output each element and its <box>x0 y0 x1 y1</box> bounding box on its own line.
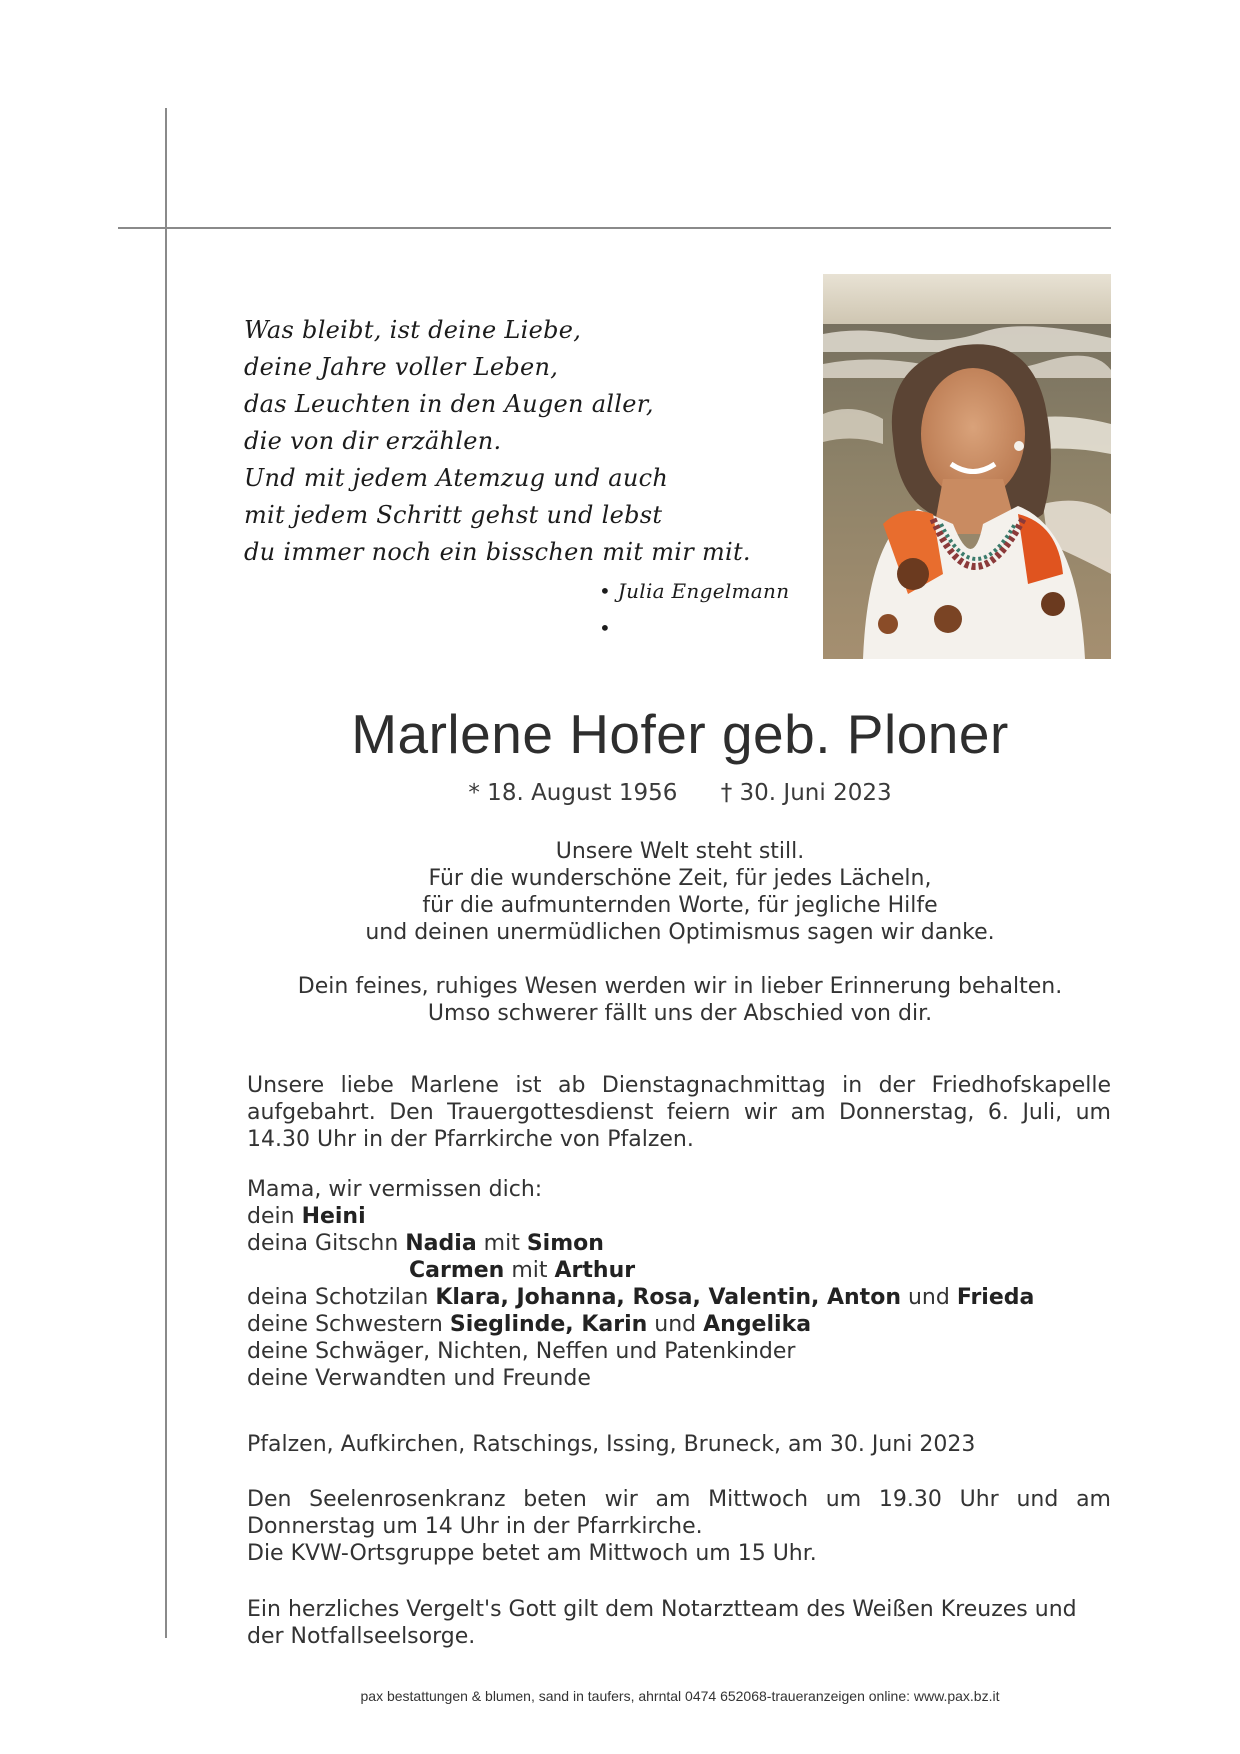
funeral-info: Unsere liebe Marlene ist ab Dienstagnachmittag in der Friedhofskapelle aufgebahrt. Den Trauergottesdienst feiern wir am Donnerstag, 6. Juli, um 14.30 Uhr in der Pfarrkirche von Pfalzen. <box>247 1073 1111 1152</box>
relation-text: dein <box>247 1204 302 1229</box>
quote-line: Und mit jedem Atemzug und auch <box>244 464 669 492</box>
mourner-row <box>247 1284 1111 1311</box>
text-line: Ein herzliches Vergelt's Gott gilt dem Notarztteam des Weißen Kreuzes und <box>247 1597 1077 1622</box>
cross-horizontal-bar <box>118 227 1111 229</box>
intro-paragraph-2 <box>0 973 1240 1027</box>
connector-text: und <box>900 1285 957 1310</box>
text-line: Die KVW-Ortsgruppe betet am Mittwoch um 15 Uhr. <box>247 1541 817 1566</box>
text-line: für die aufmunternden Worte, für jegliche Hilfe <box>422 893 938 918</box>
quote-signature: • Julia Engelmann • <box>599 579 790 640</box>
mourner-name: Simon <box>526 1231 604 1256</box>
text-line: der Notfallseelsorge. <box>247 1624 476 1649</box>
birth-date: * 18. August 1956 <box>468 780 678 806</box>
rosary-info <box>247 1486 1111 1567</box>
thanks-note <box>247 1596 1111 1650</box>
mourner-row <box>247 1311 1111 1338</box>
relation-text: deine Schwestern <box>247 1312 450 1337</box>
intro-paragraph-1 <box>0 838 1240 946</box>
text-line: Dein feines, ruhiges Wesen werden wir in lieber Erinnerung behalten. <box>297 974 1063 999</box>
text-line: Umso schwerer fällt uns der Abschied von dir. <box>427 1001 933 1026</box>
mourner-name: Heini <box>301 1204 366 1229</box>
place-and-date: Pfalzen, Aufkirchen, Ratschings, Issing, Bruneck, am 30. Juni 2023 <box>247 1432 976 1457</box>
text-line: Unsere Welt steht still. <box>555 839 805 864</box>
quote-line: du immer noch ein bisschen mit mir mit. <box>244 538 751 566</box>
life-dates <box>0 780 1240 806</box>
mourner-name: Klara, Johanna, Rosa, Valentin, Anton <box>435 1285 901 1310</box>
mourner-name: Carmen <box>409 1258 505 1283</box>
mourners-intro: Mama, wir vermissen dich: <box>247 1177 543 1202</box>
quote-line: deine Jahre voller Leben, <box>244 353 559 381</box>
mourner-name: Sieglinde, Karin <box>449 1312 648 1337</box>
death-date: † 30. Juni 2023 <box>720 780 892 806</box>
mourner-row <box>247 1257 1111 1284</box>
mourner-row <box>247 1230 1111 1257</box>
mourner-name: Angelika <box>703 1312 812 1337</box>
quote-line: die von dir erzählen. <box>244 427 502 455</box>
text-line: und deinen unermüdlichen Optimismus sagen wir danke. <box>365 920 995 945</box>
quote-line: das Leuchten in den Augen aller, <box>244 390 654 418</box>
quote-line: Was bleibt, ist deine Liebe, <box>244 316 582 344</box>
footer-imprint: pax bestattungen & blumen, sand in taufers, ahrntal 0474 652068-traueranzeigen online: www.pax.bz.it <box>360 1688 1000 1704</box>
mourner-row <box>247 1203 1111 1230</box>
deceased-name: Marlene Hofer geb. Ploner <box>351 703 1009 765</box>
relation-text: deina Gitschn <box>247 1231 406 1256</box>
mourner-row: deine Schwäger, Nichten, Neffen und Patenkinder <box>247 1339 796 1364</box>
connector-text: und <box>647 1312 704 1337</box>
mourner-name: Frieda <box>956 1285 1035 1310</box>
mourner-row: deine Verwandten und Freunde <box>247 1366 591 1391</box>
text-line: Den Seelenrosenkranz beten wir am Mittwoch um 19.30 Uhr und am Donnerstag um 14 Uhr in der Pfarrkirche. <box>247 1487 1111 1539</box>
portrait-photo <box>823 274 1111 659</box>
mourners-list <box>247 1176 1111 1392</box>
text-line: Für die wunderschöne Zeit, für jedes Lächeln, <box>428 866 932 891</box>
connector-text: mit <box>504 1258 555 1283</box>
relation-text: deina Schotzilan <box>247 1285 436 1310</box>
mourner-name: Arthur <box>554 1258 636 1283</box>
quote-line: mit jedem Schritt gehst und lebst <box>244 501 663 529</box>
connector-text: mit <box>476 1231 527 1256</box>
handwritten-quote <box>244 312 804 647</box>
mourner-name: Nadia <box>405 1231 477 1256</box>
